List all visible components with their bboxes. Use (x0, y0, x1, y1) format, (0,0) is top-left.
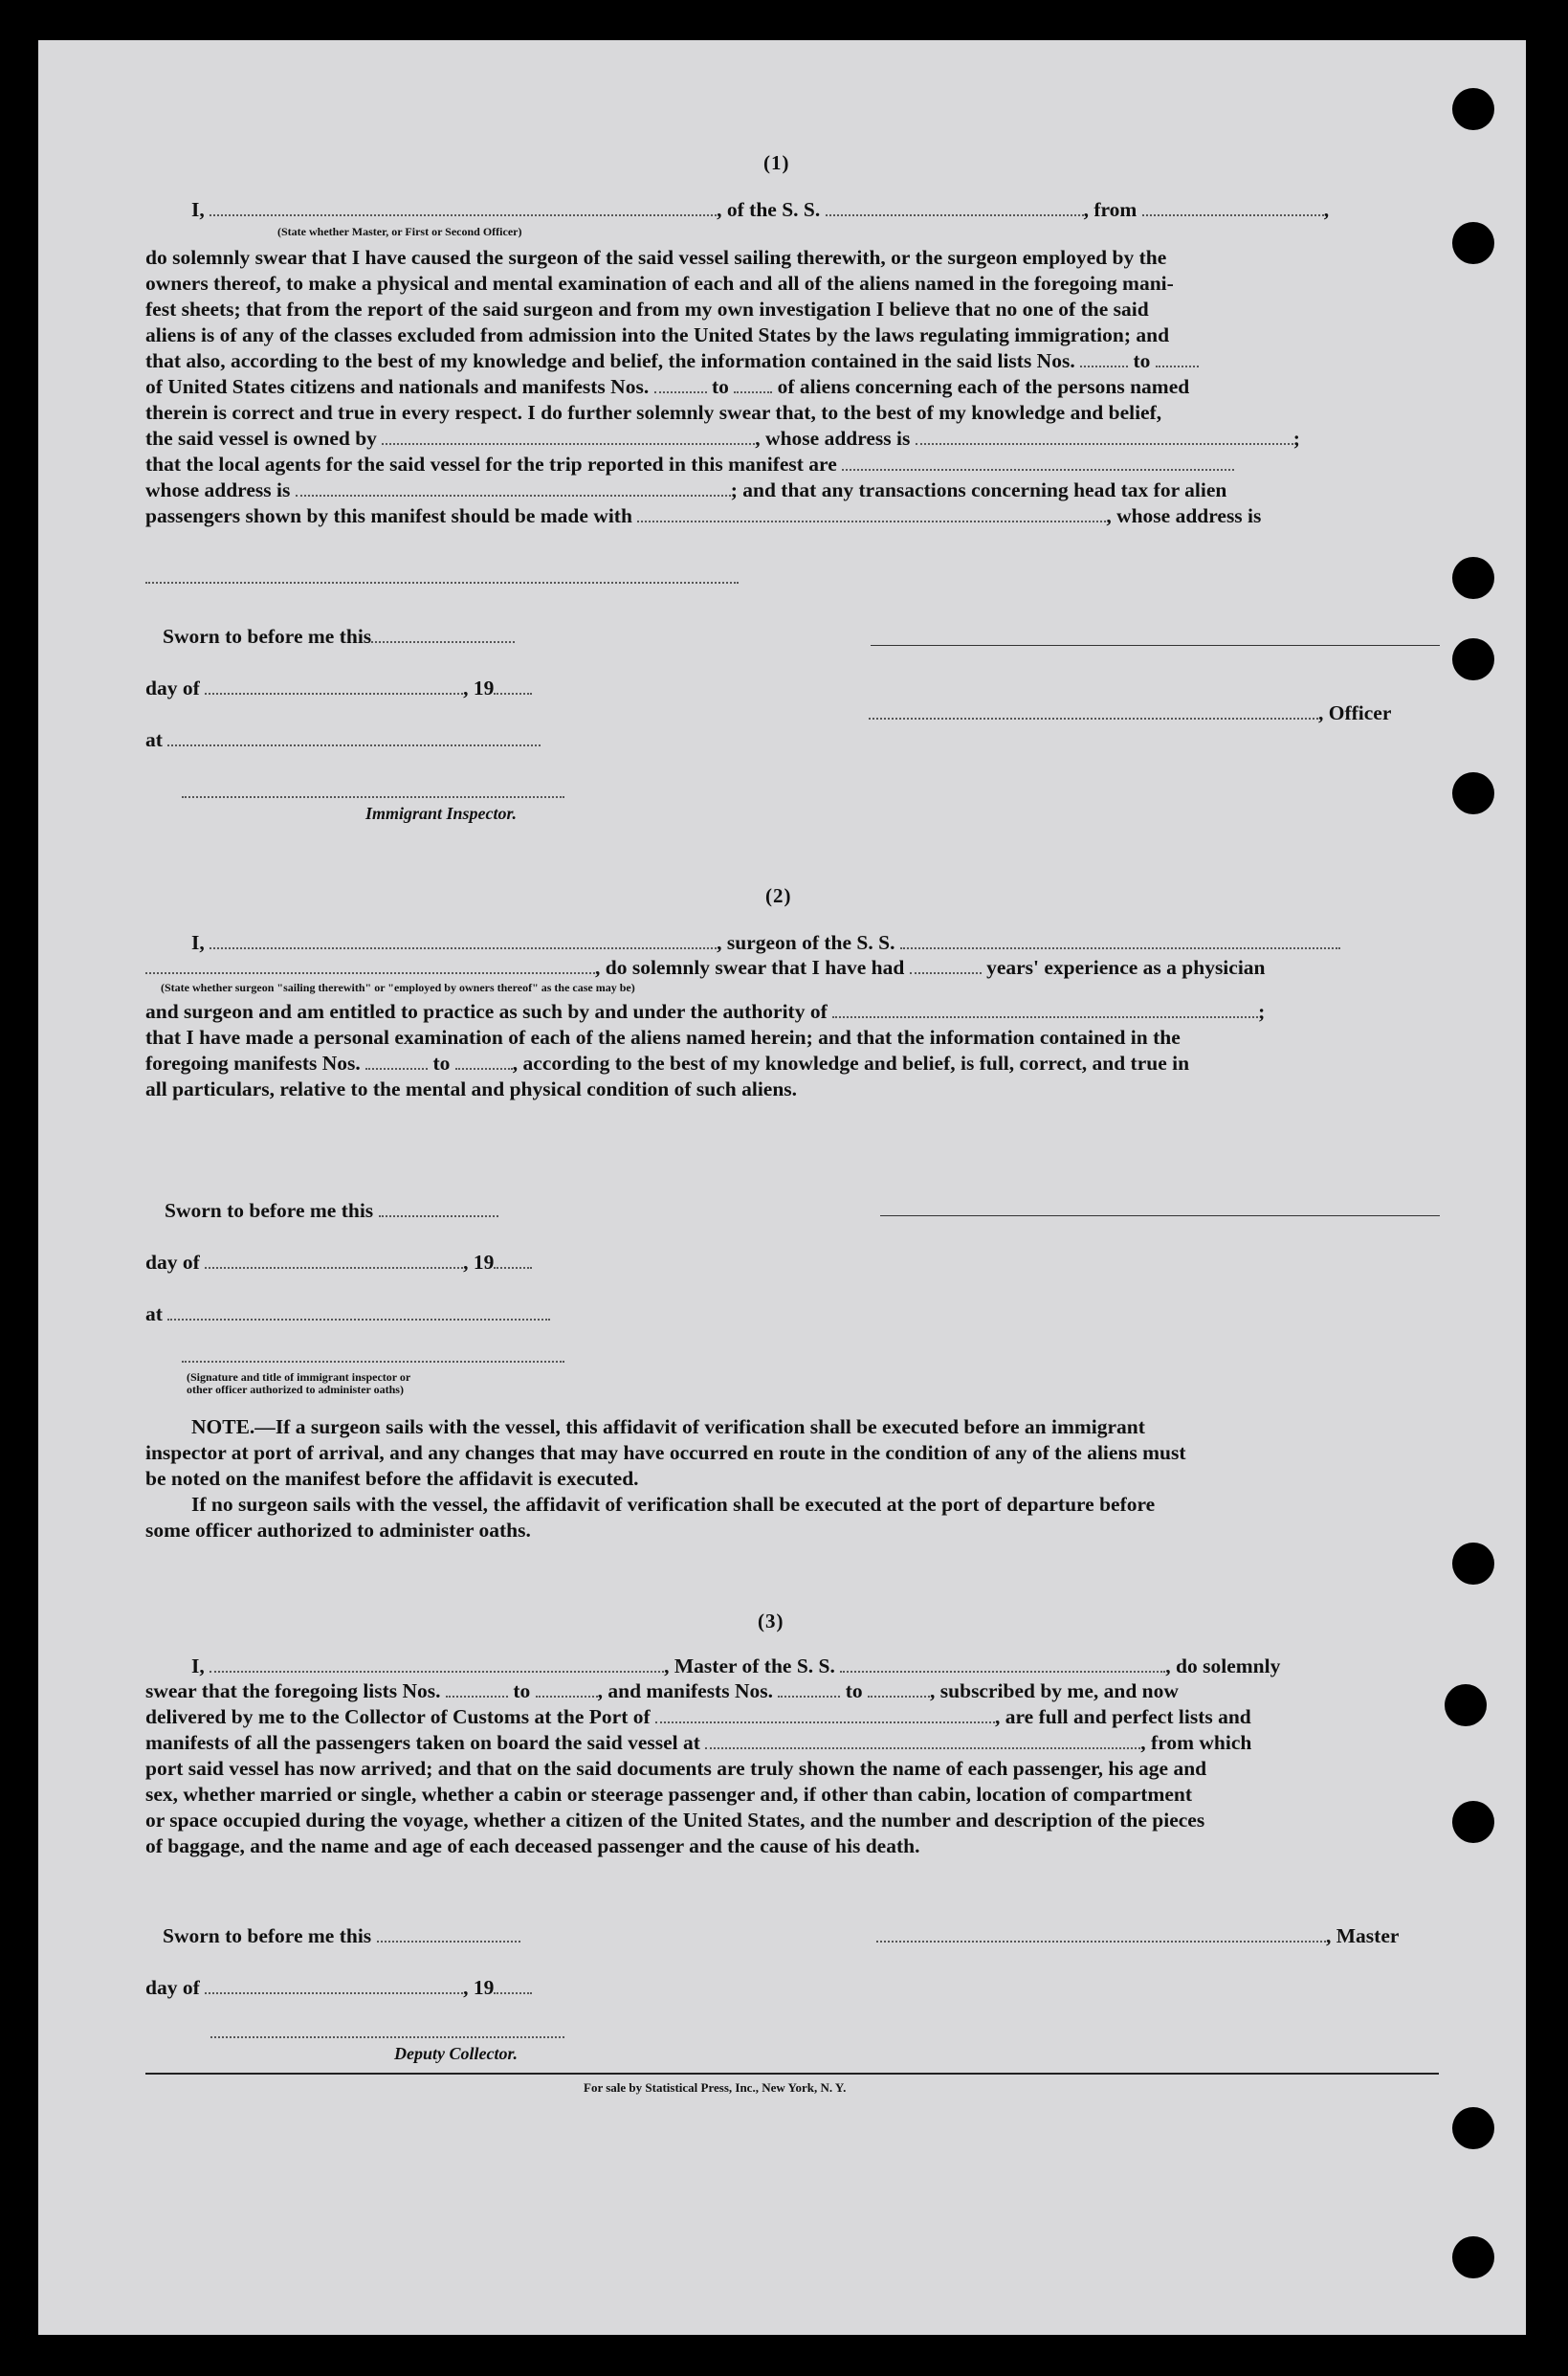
manifests-from-field[interactable] (654, 378, 707, 393)
section-2-number: (2) (765, 884, 792, 907)
s3-manifests-from-field[interactable] (778, 1682, 840, 1698)
authority-field[interactable] (832, 1003, 1258, 1018)
s3-manifests-to-field[interactable] (868, 1682, 930, 1698)
s3-body: swear that the foregoing lists Nos. to , and manifests Nos. to , subscribed by me, and now delivered by me to the Collector of Customs at the Port of , are full and perfect lists and manifests of all the passengers taken on board the said vessel at , from which port said vessel has now arrived; and that on the said documents are truly shown the name of each passenger, his age and sex, whether married or single, whether a cabin or steerage passenger and, if other than cabin, location of compartment or space occupied during the voyage, whether a citizen of the United States, and the number and description of the pieces of baggage, and the name and age of each deceased passenger and the cause of his death. (145, 1679, 1252, 1857)
s2-manifests-from-field[interactable] (365, 1055, 428, 1070)
punch-hole (1452, 1543, 1494, 1585)
owner-field[interactable] (382, 430, 755, 445)
punch-hole (1452, 2236, 1494, 2278)
s1-sworn-day-field[interactable] (371, 628, 515, 643)
s2-sig-note-1: (Signature and title of immigrant inspector or (187, 1370, 411, 1384)
s2-signature-line[interactable] (880, 1215, 1440, 1216)
arrival-port-field[interactable] (655, 1708, 995, 1723)
surgeon-status-field[interactable] (145, 959, 595, 974)
s1-at: at (145, 727, 541, 752)
form-sheet (38, 40, 1526, 2335)
manifests-to-field[interactable] (734, 378, 772, 393)
note-block: NOTE.—If a surgeon sails with the vessel, this affidavit of verification shall be executed before an immigrant inspector at port of arrival, and any changes that may have occurred en route in the condition of any of the aliens must be noted on the manifest before the affidavit is executed. If no surgeon sails with the vessel, the affidavit of verification shall be executed at the port of departure before some officer authorized to administer oaths. (145, 1415, 1186, 1542)
master-signature-field[interactable] (876, 1927, 1326, 1943)
s1-officer-title-field[interactable] (869, 704, 1318, 720)
punch-hole (1452, 1801, 1494, 1843)
s3-day-of: day of , 19 (145, 1975, 532, 2000)
section-3-number: (3) (758, 1610, 784, 1632)
s1-year-field[interactable] (494, 679, 532, 695)
local-agents-field[interactable] (842, 455, 1234, 471)
lists-from-field[interactable] (1080, 352, 1128, 367)
master-name-field[interactable] (210, 1657, 664, 1673)
s3-lists-from-field[interactable] (446, 1682, 508, 1698)
s2-place-field[interactable] (167, 1305, 550, 1321)
s1-line-officer: I, , of the S. S. , from , (191, 198, 1330, 221)
s3-line-i: I, , Master of the S. S. , do solemnly (191, 1654, 1281, 1677)
from-port-field[interactable] (1142, 201, 1324, 216)
s3-month-field[interactable] (205, 1979, 463, 1994)
inspector-caption: Immigrant Inspector. (365, 804, 518, 823)
punch-hole (1452, 88, 1494, 130)
s2-ship-field[interactable] (900, 934, 1340, 949)
owner-address-field[interactable] (916, 430, 1293, 445)
surgeon-status-note: (State whether surgeon "sailing therewith" or "employed by owners thereof" as the case may be) (161, 981, 635, 994)
s2-sworn: Sworn to before me this (165, 1198, 498, 1223)
s1-day-of: day of , 19 (145, 676, 532, 700)
s2-at: at (145, 1301, 550, 1326)
s1-body: do solemnly swear that I have caused the surgeon of the said vessel sailing therewith, or the surgeon employed by the owners thereof, to make a physical and mental examination of each and all of the aliens named in the foregoing mani- fest sheets; that from the report of the said surgeon and from my own investigation I believe that no one of the said aliens is of any of the classes excluded from admission into the United States by the laws regulating immigration; and that also, according to the best of my knowledge and belief, the information contained in the said lists Nos. to of United States citizens and nationals and manifests Nos. to of aliens concerning each of the persons named therein is correct and true in every respect. I do further solemnly swear that, to the best of my knowledge and belief, the said vessel is owned by , whose address is ; that the local agents for the said vessel for the trip reported in this manifest are whose address is ; and that any transactions concerning head tax for alien passengers shown by this manifest should be made with , whose address is (145, 246, 1300, 527)
ship-name-field[interactable] (826, 201, 1084, 216)
s2-sig-note-2: other officer authorized to administer oaths) (187, 1383, 404, 1396)
s1-signature-line[interactable] (871, 645, 1440, 646)
printer-footer: For sale by Statistical Press, Inc., New York, N. Y. (584, 2080, 847, 2095)
punch-hole (1445, 1684, 1487, 1726)
s2-sworn-day-field[interactable] (379, 1202, 498, 1217)
s3-year-field[interactable] (494, 1979, 532, 1994)
s2-manifests-to-field[interactable] (455, 1055, 513, 1070)
agents-address-field[interactable] (296, 481, 731, 497)
s1-place-field[interactable] (167, 731, 541, 746)
officer-note: (State whether Master, or First or Second Officer) (277, 225, 522, 238)
s2-body: and surgeon and am entitled to practice as such by and under the authority of ; that I have made a personal examination of each of the aliens named herein; and that the information contained in the foregoing manifests Nos. to , according to the best of my knowledge and belief, is full, correct, and true in all particulars, relative to the mental and physical condition of such aliens. (145, 1000, 1266, 1100)
departure-port-field[interactable] (705, 1734, 1140, 1749)
deputy-caption: Deputy Collector. (394, 2044, 518, 2063)
s2-day-of: day of , 19 (145, 1250, 532, 1275)
s1-sworn: Sworn to before me this (163, 624, 515, 649)
s2-inspector-signature-field[interactable] (182, 1361, 564, 1363)
s2-line-swear: , do solemnly swear that I have had years' experience as a physician (145, 955, 1266, 980)
surgeon-name-field[interactable] (210, 934, 717, 949)
s3-ship-field[interactable] (840, 1657, 1165, 1673)
punch-hole (1452, 557, 1494, 599)
s3-sworn-day-field[interactable] (377, 1927, 520, 1943)
address-continuation-field[interactable] (145, 582, 739, 584)
s1-officer-title: , Officer (869, 700, 1391, 725)
s3-lists-to-field[interactable] (536, 1682, 598, 1698)
s3-master-signature: , Master (876, 1923, 1399, 1948)
deputy-signature-field[interactable] (210, 2036, 564, 2038)
years-experience-field[interactable] (910, 959, 982, 974)
punch-hole (1452, 222, 1494, 264)
s2-year-field[interactable] (494, 1254, 532, 1269)
s2-month-field[interactable] (205, 1254, 463, 1269)
s1-month-field[interactable] (205, 679, 463, 695)
head-tax-party-field[interactable] (637, 507, 1106, 522)
footer-rule (145, 2073, 1439, 2075)
section-1-number: (1) (763, 151, 790, 174)
punch-hole (1452, 772, 1494, 814)
punch-hole (1452, 2107, 1494, 2149)
s2-line-i: I, , surgeon of the S. S. (191, 930, 1340, 955)
s1-inspector-signature-field[interactable] (182, 796, 564, 798)
lists-to-field[interactable] (1156, 352, 1199, 367)
officer-name-field[interactable] (210, 201, 717, 216)
punch-hole (1452, 638, 1494, 680)
s3-sworn: Sworn to before me this (163, 1923, 520, 1948)
